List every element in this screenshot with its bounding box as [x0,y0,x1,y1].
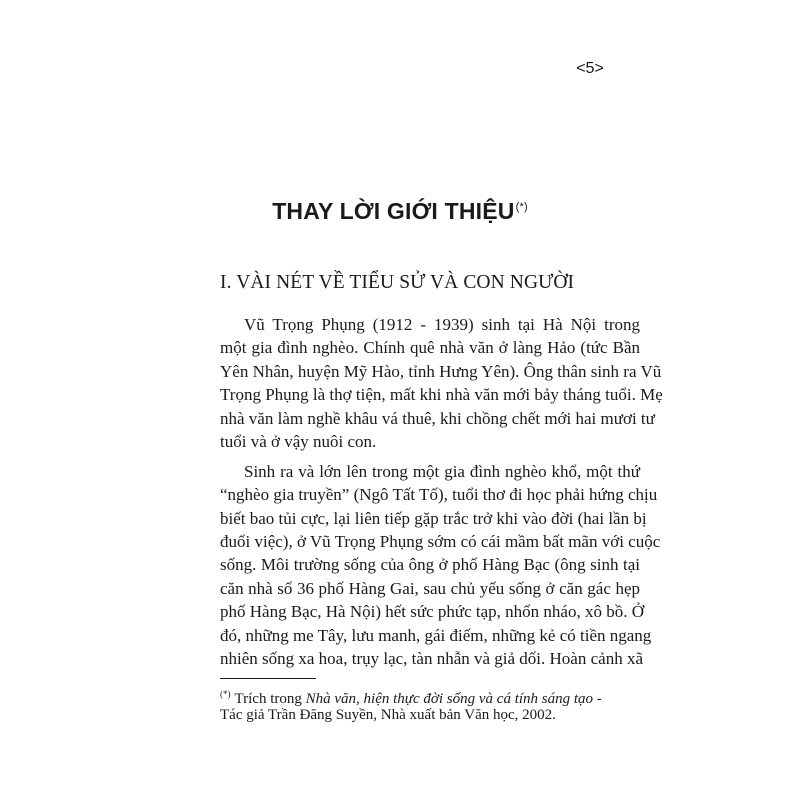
footnote-lead: Trích trong [234,691,306,707]
page-number: <5> [576,60,604,77]
title-footnote-marker: (*) [515,201,528,213]
footnote-marker: (*) [220,689,231,699]
chapter-title [0,198,800,225]
footnote-line-2: Tác giả Trần Đăng Suyền, Nhà xuất bản Văn học, 2002. [220,707,556,723]
paragraph-line: biết bao tủi cực, lại liên tiếp gặp trắc trở khi vào đời (hai lần bị [220,508,647,528]
footnote-line-1 [220,684,640,705]
body-text [220,313,663,677]
footnote-divider [220,678,316,679]
paragraph-line: nhà văn làm nghề khâu vá thuê, khi chồng chết mới hai mươi tư [220,408,655,428]
section-heading: I. VÀI NÉT VỀ TIỂU SỬ VÀ CON NGƯỜI [220,272,575,293]
paragraph-line: Sinh ra và lớn lên trong một gia đình nghèo khổ, một thứ [244,461,640,481]
footnote [220,684,640,726]
paragraph-line: Yên Nhân, huyện Mỹ Hào, tỉnh Hưng Yên). Ông thân sinh ra Vũ [220,361,662,381]
paragraph-line: Trọng Phụng là thợ tiện, mất khi nhà văn mới bảy tháng tuổi. Mẹ [220,385,663,405]
paragraph-line: đuổi việc), ở Vũ Trọng Phụng sớm có cái mầm bất mãn với cuộc [220,532,661,552]
paragraph-line: phố Hàng Bạc, Hà Nội) hết sức phức tạp, nhốn nháo, xô bồ. Ở [220,602,644,622]
paragraph-line: một gia đình nghèo. Chính quê nhà văn ở làng Hảo (tức Bần [220,338,640,358]
paragraph-line: tuổi và ở vậy nuôi con. [220,431,377,451]
paragraph-line: Vũ Trọng Phụng (1912 - 1939) sinh tại Hà Nội trong [244,315,640,334]
paragraph-line: căn nhà số 36 phố Hàng Gai, sau chủ yếu sống ở căn gác hẹp [220,578,640,598]
paragraph-line: sống. Môi trường sống của ông ở phố Hàng Bạc (ông sinh tại [220,555,640,575]
paragraph-line: đó, những me Tây, lưu manh, gái điếm, những kẻ có tiền ngang [220,625,652,645]
paragraph-1 [220,313,663,453]
paragraph-line: “nghèo gia truyền” (Ngô Tất Tố), tuổi thơ đi học phải hứng chịu [220,485,658,505]
chapter-title-text: THAY LỜI GIỚI THIỆU [272,198,515,224]
footnote-work-title: Nhà văn, hiện thực đời sống và cá tính sáng tạo [305,691,594,707]
footnote-trail: - [593,691,602,707]
paragraph-2 [220,460,661,671]
paragraph-line: nhiên sống xa hoa, trụy lạc, tàn nhẫn và giả dối. Hoàn cảnh xã [220,648,643,668]
